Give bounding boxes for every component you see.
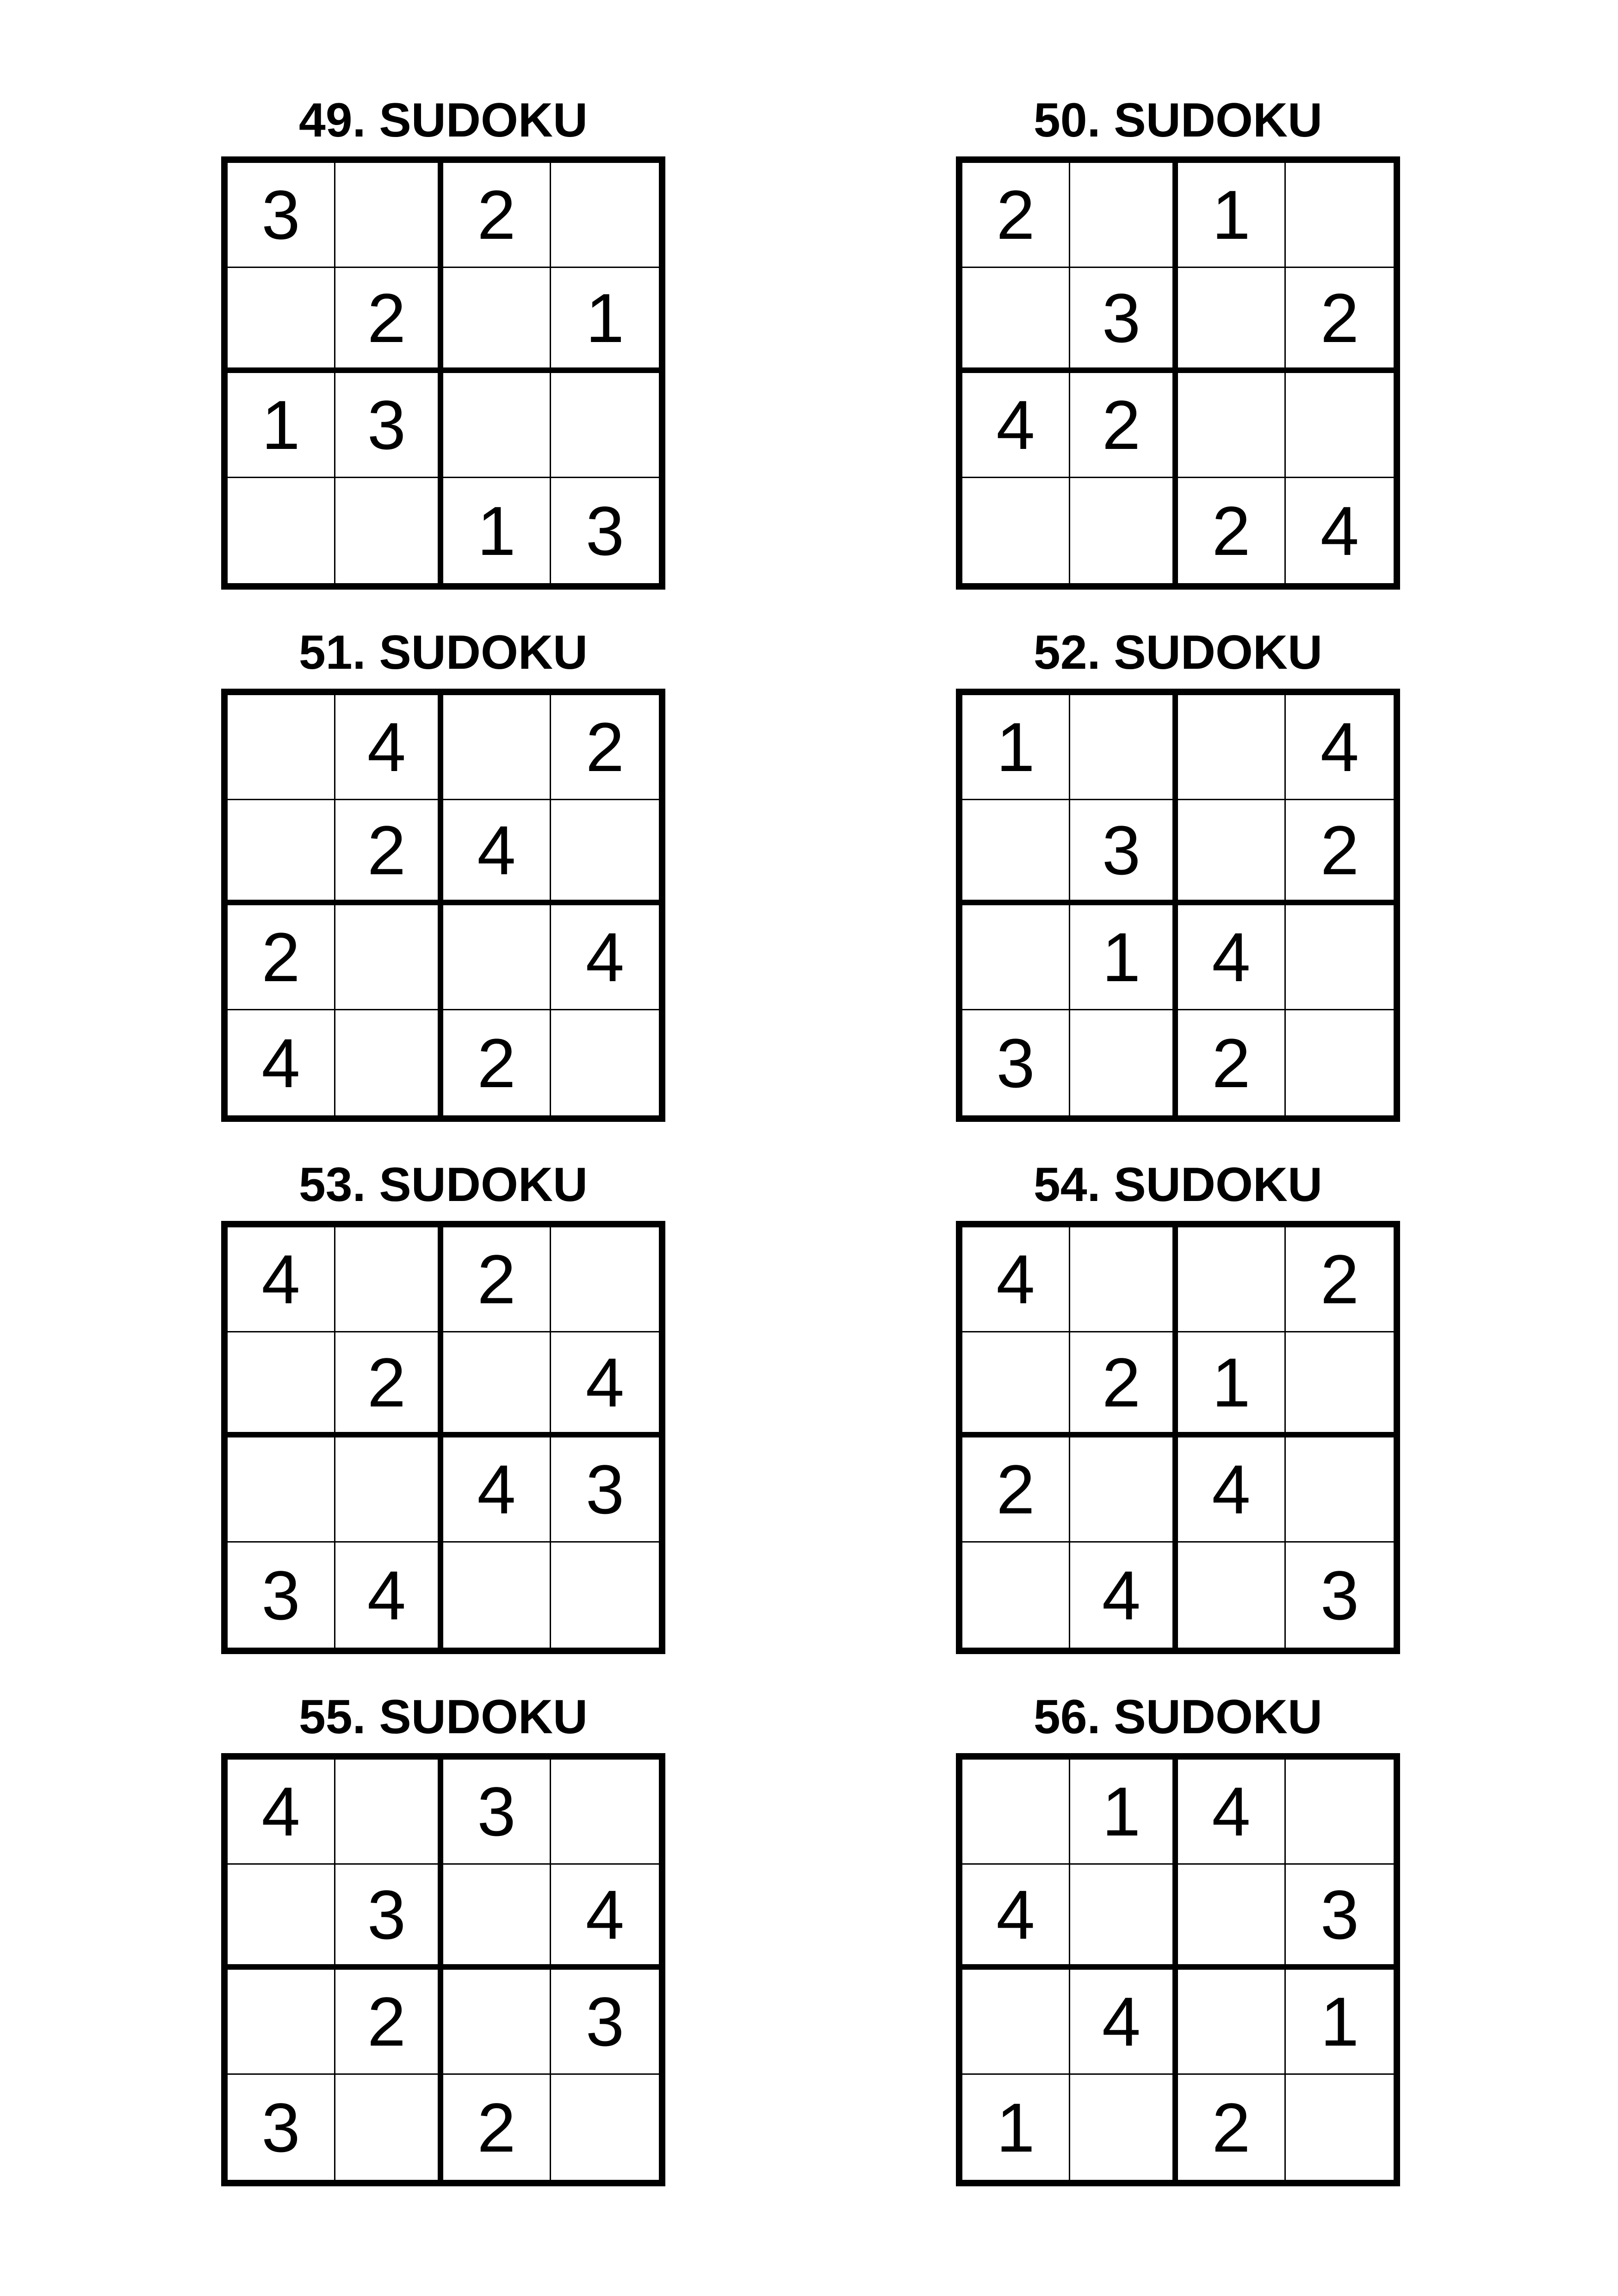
sudoku-cell: 2 [228, 905, 335, 1010]
sudoku-cell: 3 [228, 163, 335, 268]
sudoku-grid [221, 1221, 665, 1654]
sudoku-cell [1070, 1227, 1178, 1332]
sudoku-cell: 4 [551, 1332, 659, 1437]
puzzle-title: 55. SUDOKU [298, 1690, 588, 1744]
sudoku-cell [1070, 1437, 1178, 1543]
sudoku-cell: 2 [335, 1970, 443, 2075]
sudoku-cell [551, 800, 659, 905]
sudoku-cell [551, 373, 659, 478]
puzzle-title: 56. SUDOKU [1033, 1690, 1323, 1744]
sudoku-cell [335, 1437, 443, 1543]
sudoku-cell [1178, 695, 1286, 800]
sudoku-cell [443, 268, 551, 373]
sudoku-cell: 2 [551, 695, 659, 800]
sudoku-cell [335, 478, 443, 583]
sudoku-cell [962, 1970, 1070, 2075]
sudoku-cell: 1 [228, 373, 335, 478]
sudoku-cell [551, 1227, 659, 1332]
sudoku-cell: 3 [335, 373, 443, 478]
sudoku-cell [443, 1332, 551, 1437]
sudoku-cell [1070, 478, 1178, 583]
sudoku-cell: 4 [962, 1865, 1070, 1970]
sudoku-cell [551, 1543, 659, 1648]
sudoku-cell [1178, 800, 1286, 905]
puzzle-title: 54. SUDOKU [1033, 1158, 1323, 1212]
sudoku-cell: 3 [228, 2075, 335, 2180]
sudoku-cell: 2 [1070, 373, 1178, 478]
sudoku-cell: 4 [1070, 1970, 1178, 2075]
sudoku-cell [228, 800, 335, 905]
sudoku-cell [1178, 1543, 1286, 1648]
sudoku-cell: 2 [443, 1227, 551, 1332]
puzzle-title: 53. SUDOKU [298, 1158, 588, 1212]
sudoku-cell: 4 [962, 1227, 1070, 1332]
sudoku-cell [1286, 905, 1394, 1010]
sudoku-grid [956, 689, 1400, 1122]
sudoku-cell [443, 373, 551, 478]
sudoku-cell: 1 [1070, 905, 1178, 1010]
sudoku-cell [551, 163, 659, 268]
sudoku-cell: 2 [1286, 268, 1394, 373]
sudoku-cell: 1 [443, 478, 551, 583]
sudoku-cell: 4 [228, 1760, 335, 1865]
sudoku-cell [228, 1970, 335, 2075]
sudoku-cell: 1 [1286, 1970, 1394, 2075]
sudoku-grid [221, 156, 665, 590]
sudoku-cell [1286, 1010, 1394, 1115]
sudoku-cell [335, 2075, 443, 2180]
sudoku-cell: 2 [962, 1437, 1070, 1543]
sudoku-cell: 4 [228, 1010, 335, 1115]
sudoku-cell: 4 [335, 695, 443, 800]
sudoku-cell: 4 [1286, 695, 1394, 800]
sudoku-cell [1178, 373, 1286, 478]
sudoku-cell [335, 905, 443, 1010]
sudoku-grid [221, 1753, 665, 2186]
sudoku-grid [956, 1753, 1400, 2186]
sudoku-cell [443, 1970, 551, 2075]
sudoku-cell [228, 1332, 335, 1437]
sudoku-cell: 1 [1070, 1760, 1178, 1865]
sudoku-cell [962, 1332, 1070, 1437]
sudoku-cell: 3 [1286, 1865, 1394, 1970]
sudoku-cell: 3 [335, 1865, 443, 1970]
sudoku-cell: 3 [551, 1437, 659, 1543]
sudoku-cell [1178, 1865, 1286, 1970]
sudoku-cell: 4 [1178, 905, 1286, 1010]
sudoku-cell: 4 [1178, 1437, 1286, 1543]
sudoku-cell [443, 1543, 551, 1648]
sudoku-cell [228, 1865, 335, 1970]
sudoku-cell: 2 [335, 268, 443, 373]
sudoku-cell [335, 1227, 443, 1332]
sudoku-cell [1286, 163, 1394, 268]
sudoku-cell [335, 1760, 443, 1865]
sudoku-cell: 4 [551, 905, 659, 1010]
sudoku-cell [1178, 1227, 1286, 1332]
sudoku-grid [221, 689, 665, 1122]
sudoku-cell [1286, 2075, 1394, 2180]
sudoku-cell: 2 [335, 800, 443, 905]
sudoku-cell [1070, 1865, 1178, 1970]
sudoku-cell: 2 [1286, 1227, 1394, 1332]
sudoku-cell: 1 [1178, 1332, 1286, 1437]
sudoku-cell: 1 [551, 268, 659, 373]
sudoku-cell: 1 [962, 2075, 1070, 2180]
sudoku-cell: 2 [1178, 2075, 1286, 2180]
sudoku-cell [228, 268, 335, 373]
sudoku-cell: 3 [228, 1543, 335, 1648]
sudoku-cell: 4 [1178, 1760, 1286, 1865]
sudoku-cell [1178, 1970, 1286, 2075]
sudoku-cell [335, 163, 443, 268]
sudoku-cell: 1 [962, 695, 1070, 800]
sudoku-cell: 1 [1178, 163, 1286, 268]
sudoku-cell: 2 [443, 1010, 551, 1115]
sudoku-cell: 2 [443, 163, 551, 268]
sudoku-cell: 4 [962, 373, 1070, 478]
sudoku-cell: 4 [443, 800, 551, 905]
sudoku-grid [956, 156, 1400, 590]
sudoku-cell [443, 1865, 551, 1970]
sudoku-cell [1070, 2075, 1178, 2180]
sudoku-cell [335, 1010, 443, 1115]
sudoku-cell [1070, 163, 1178, 268]
sudoku-cell: 3 [1070, 268, 1178, 373]
sudoku-cell: 3 [1320, 1556, 1359, 1634]
sudoku-cell: 2 [1286, 800, 1394, 905]
sudoku-cell [1286, 1332, 1394, 1437]
sudoku-cell [962, 1543, 1070, 1648]
sudoku-cell: 3 [1070, 800, 1178, 905]
sudoku-cell [962, 905, 1070, 1010]
sudoku-cell: 3 [551, 1970, 659, 2075]
sudoku-cell [228, 478, 335, 583]
sudoku-cell: 4 [551, 1865, 659, 1970]
sudoku-cell [962, 268, 1070, 373]
puzzle-title: 50. SUDOKU [1033, 93, 1323, 147]
sudoku-cell: 3 [443, 1760, 551, 1865]
sudoku-cell [228, 695, 335, 800]
sudoku-cell [551, 1760, 659, 1865]
sudoku-cell: 3 [585, 492, 625, 570]
sudoku-cell: 2 [1070, 1332, 1178, 1437]
sudoku-cell [1286, 1760, 1394, 1865]
sudoku-cell [962, 800, 1070, 905]
sudoku-cell [443, 695, 551, 800]
sudoku-cell: 3 [962, 1010, 1070, 1115]
sudoku-cell: 2 [962, 163, 1070, 268]
sudoku-grid [956, 1221, 1400, 1654]
puzzle-title: 49. SUDOKU [298, 93, 588, 147]
sudoku-cell [551, 2075, 659, 2180]
sudoku-cell: 2 [1178, 478, 1286, 583]
sudoku-cell [228, 1437, 335, 1543]
sudoku-cell [1070, 1010, 1178, 1115]
sudoku-cell: 2 [1178, 1010, 1286, 1115]
sudoku-cell [551, 1010, 659, 1115]
puzzle-title: 52. SUDOKU [1033, 626, 1323, 679]
sudoku-cell [962, 1760, 1070, 1865]
sudoku-cell: 4 [1320, 492, 1359, 570]
sudoku-cell [1286, 373, 1394, 478]
sudoku-cell [962, 478, 1070, 583]
sudoku-cell: 4 [443, 1437, 551, 1543]
sudoku-cell: 2 [335, 1332, 443, 1437]
sudoku-cell: 4 [228, 1227, 335, 1332]
sudoku-cell [1286, 1437, 1394, 1543]
sudoku-cell [443, 905, 551, 1010]
sudoku-cell [1178, 268, 1286, 373]
sudoku-cell: 4 [1070, 1543, 1178, 1648]
sudoku-cell: 4 [335, 1543, 443, 1648]
sudoku-cell: 2 [443, 2075, 551, 2180]
puzzle-title: 51. SUDOKU [298, 626, 588, 679]
sudoku-cell [1070, 695, 1178, 800]
